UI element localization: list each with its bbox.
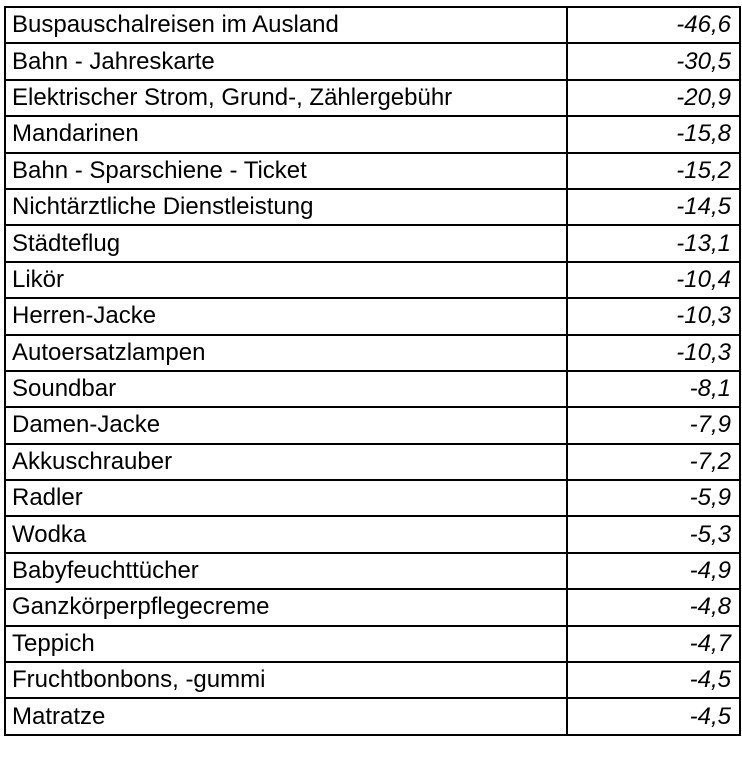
item-label: Buspauschalreisen im Ausland xyxy=(5,7,567,43)
item-label: Ganzkörperpflegecreme xyxy=(5,589,567,625)
table-row xyxy=(5,225,740,261)
item-label: Teppich xyxy=(5,626,567,662)
item-label: Mandarinen xyxy=(5,116,567,152)
item-value: -10,4 xyxy=(567,262,740,298)
table-row xyxy=(5,116,740,152)
item-value: -14,5 xyxy=(567,189,740,225)
table-row xyxy=(5,262,740,298)
table-row xyxy=(5,153,740,189)
item-value: -13,1 xyxy=(567,225,740,261)
table-row xyxy=(5,480,740,516)
item-value: -20,9 xyxy=(567,80,740,116)
item-value: -15,8 xyxy=(567,116,740,152)
item-label: Fruchtbonbons, -gummi xyxy=(5,662,567,698)
item-label: Bahn - Sparschiene - Ticket xyxy=(5,153,567,189)
item-value: -7,2 xyxy=(567,444,740,480)
item-label: Radler xyxy=(5,480,567,516)
table-row xyxy=(5,43,740,79)
table-row xyxy=(5,662,740,698)
item-label: Likör xyxy=(5,262,567,298)
item-label: Städteflug xyxy=(5,225,567,261)
item-label: Soundbar xyxy=(5,371,567,407)
table-row xyxy=(5,553,740,589)
item-value: -8,1 xyxy=(567,371,740,407)
item-label: Wodka xyxy=(5,516,567,552)
table-row xyxy=(5,335,740,371)
table-row xyxy=(5,626,740,662)
item-value: -10,3 xyxy=(567,335,740,371)
price-change-table xyxy=(4,6,741,736)
item-label: Nichtärztliche Dienstleistung xyxy=(5,189,567,225)
item-label: Babyfeuchttücher xyxy=(5,553,567,589)
item-value: -4,8 xyxy=(567,589,740,625)
item-value: -5,9 xyxy=(567,480,740,516)
item-value: -15,2 xyxy=(567,153,740,189)
table-row xyxy=(5,189,740,225)
item-value: -10,3 xyxy=(567,298,740,334)
table-row xyxy=(5,698,740,734)
item-label: Bahn - Jahreskarte xyxy=(5,43,567,79)
table-body xyxy=(5,7,740,735)
item-value: -30,5 xyxy=(567,43,740,79)
item-label: Autoersatzlampen xyxy=(5,335,567,371)
item-label: Herren-Jacke xyxy=(5,298,567,334)
table-row xyxy=(5,298,740,334)
item-label: Akkuschrauber xyxy=(5,444,567,480)
item-label: Elektrischer Strom, Grund-, Zählergebühr xyxy=(5,80,567,116)
table-row xyxy=(5,407,740,443)
item-value: -7,9 xyxy=(567,407,740,443)
table-row xyxy=(5,80,740,116)
table-row xyxy=(5,444,740,480)
table-row xyxy=(5,7,740,43)
item-value: -4,5 xyxy=(567,698,740,734)
item-label: Damen-Jacke xyxy=(5,407,567,443)
table-row xyxy=(5,371,740,407)
item-value: -5,3 xyxy=(567,516,740,552)
item-value: -4,7 xyxy=(567,626,740,662)
item-value: -4,5 xyxy=(567,662,740,698)
item-value: -4,9 xyxy=(567,553,740,589)
table-row xyxy=(5,589,740,625)
table-row xyxy=(5,516,740,552)
item-value: -46,6 xyxy=(567,7,740,43)
item-label: Matratze xyxy=(5,698,567,734)
